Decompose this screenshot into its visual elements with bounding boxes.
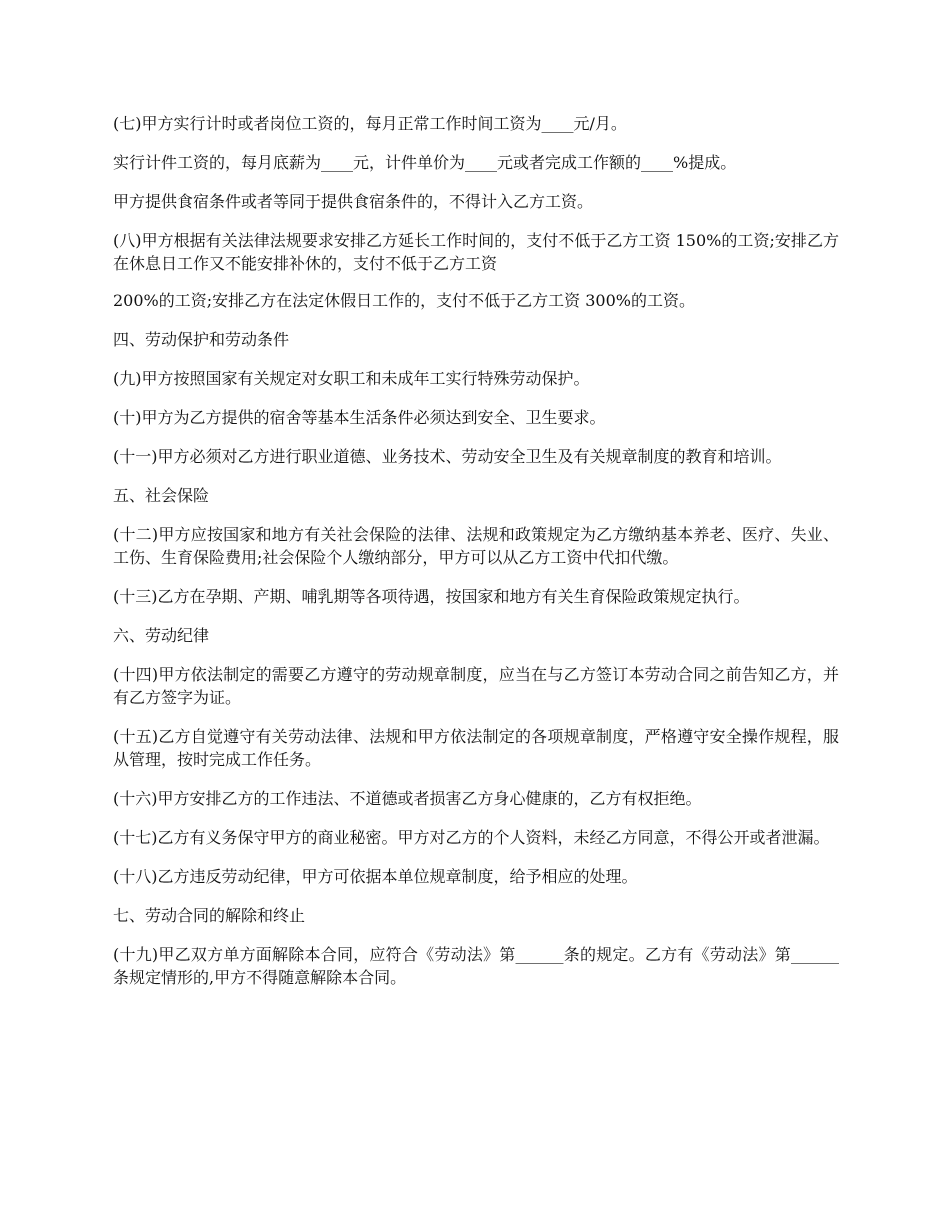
paragraph-piece-rate-wage: 实行计件工资的，每月底薪为____元，计件单价为____元或者完成工作额的____%提成。 <box>113 153 737 172</box>
paragraph-14-rules-notice: (十四)甲方依法制定的需要乙方遵守的劳动规章制度，应当在与乙方签订本劳动合同之前告知乙方，并有乙方签字为证。 <box>113 665 839 707</box>
paragraph-15-compliance: (十五)乙方自觉遵守有关劳动法律、法规和甲方依法制定的各项规章制度，严格遵守安全操作规程，服从管理，按时完成工作任务。 <box>113 727 839 769</box>
paragraph-10-dormitory: (十)甲方为乙方提供的宿舍等基本生活条件必须达到安全、卫生要求。 <box>113 408 606 427</box>
paragraph-12-insurance: (十二)甲方应按国家和地方有关社会保险的法律、法规和政策规定为乙方缴纳基本养老、医疗、失业、工伤、生育保险费用;社会保险个人缴纳部分，甲方可以从乙方工资中代扣代缴。 <box>113 525 839 567</box>
document-body <box>113 112 839 1005</box>
paragraph-16-right-to-refuse: (十六)甲方安排乙方的工作违法、不道德或者损害乙方身心健康的，乙方有权拒绝。 <box>113 789 702 808</box>
paragraph-8-holiday-pay: 200%的工资;安排乙方在法定休假日工作的，支付不低于乙方工资 300%的工资。 <box>113 291 695 310</box>
paragraph-19-termination: (十九)甲乙双方单方面解除本合同，应符合《劳动法》第______条的规定。乙方有《劳动法》第______条规定情形的,甲方不得随意解除本合同。 <box>113 945 839 987</box>
paragraph-7-hourly-wage: (七)甲方实行计时或者岗位工资的，每月正常工作时间工资为____元/月。 <box>113 114 627 133</box>
paragraph-9-special-protection: (九)甲方按照国家有关规定对女职工和未成年工实行特殊劳动保护。 <box>113 369 590 388</box>
paragraph-11-training: (十一)甲方必须对乙方进行职业道德、业务技术、劳动安全卫生及有关规章制度的教育和培训。 <box>113 447 782 466</box>
paragraph-8-overtime-pay: (八)甲方根据有关法律法规要求安排乙方延长工作时间的，支付不低于乙方工资 150%的工资;安排乙方在休息日工作又不能安排补休的，支付不低于乙方工资 <box>113 231 839 273</box>
section-heading-social-insurance: 五、社会保险 <box>113 486 210 505</box>
paragraph-18-discipline-violation: (十八)乙方违反劳动纪律，甲方可依据本单位规章制度，给予相应的处理。 <box>113 867 638 886</box>
section-heading-termination: 七、劳动合同的解除和终止 <box>113 906 306 925</box>
paragraph-food-lodging: 甲方提供食宿条件或者等同于提供食宿条件的，不得计入乙方工资。 <box>113 192 594 211</box>
section-heading-labor-discipline: 六、劳动纪律 <box>113 626 210 645</box>
section-heading-labor-protection: 四、劳动保护和劳动条件 <box>113 330 290 349</box>
paragraph-13-maternity: (十三)乙方在孕期、产期、哺乳期等各项待遇，按国家和地方有关生育保险政策规定执行。 <box>113 587 750 606</box>
paragraph-17-confidentiality: (十七)乙方有义务保守甲方的商业秘密。甲方对乙方的个人资料，未经乙方同意，不得公开或者泄漏。 <box>113 828 830 847</box>
